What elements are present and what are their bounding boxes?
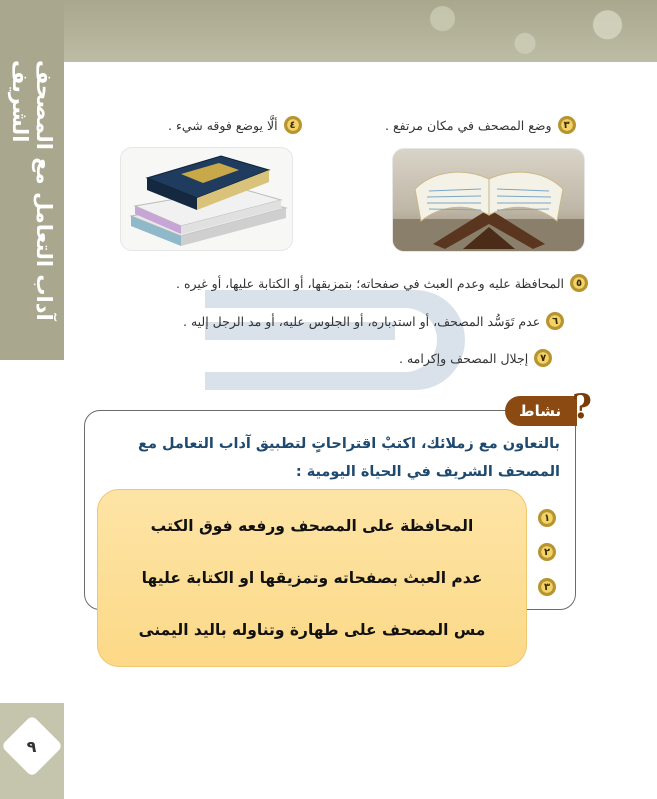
item-text: المحافظة عليه وعدم العبث في صفحاته؛ بتمزيقها، أو الكتابة عليها، أو غيره . <box>176 275 565 291</box>
header-band <box>0 0 657 62</box>
item-number-badge: ٦ <box>546 312 564 330</box>
quran-on-stand-image <box>392 148 585 252</box>
item-number-badge: ٥ <box>570 274 588 292</box>
answer-note <box>97 489 527 667</box>
answer-line: المحافظة على المصحف ورفعه فوق الكتب <box>150 517 474 535</box>
chapter-title-text: آداب التعامل مع المصحف الشريف <box>8 60 56 321</box>
item-text: وضع المصحف في مكان مرتفع . <box>385 117 552 133</box>
page-number: ٩ <box>27 736 37 756</box>
activity-label <box>505 396 577 426</box>
item-3 <box>385 116 576 134</box>
item-6 <box>183 312 564 330</box>
answer-line: عدم العبث بصفحاته وتمزيقها او الكتابة عليها <box>141 569 483 587</box>
item-number-badge: ٣ <box>558 116 576 134</box>
answer-line: مس المصحف على طهارة وتناوله باليد اليمنى <box>138 621 486 639</box>
activity-prompt: بالتعاون مع زملائك، اكتبْ اقتراحاتٍ لتطبيق آداب التعامل مع المصحف الشريف في الحياة اليومية : <box>138 436 560 480</box>
answer-number-badge: ٣ <box>538 578 556 596</box>
item-text: إجلال المصحف وإكرامه . <box>399 350 529 366</box>
item-number-badge: ٧ <box>534 349 552 367</box>
item-number-badge: ٤ <box>284 116 302 134</box>
item-text: ألَّا يوضع فوقه شيء . <box>168 117 278 133</box>
item-text: عدم تَوَسُّد المصحف، أو استدباره، أو الجلوس عليه، أو مد الرجل إليه . <box>183 313 541 329</box>
answer-number-badge: ٢ <box>538 543 556 561</box>
question-mark-icon: ? <box>572 387 592 427</box>
chapter-title <box>0 60 64 360</box>
watermark-logo <box>205 290 505 390</box>
header-pattern <box>327 0 657 62</box>
item-5 <box>176 274 588 292</box>
answer-number-badge: ١ <box>538 509 556 527</box>
activity-label-text: نشاط <box>519 402 562 420</box>
item-4 <box>168 116 302 134</box>
item-7 <box>399 349 552 367</box>
quran-on-books-image <box>120 147 293 251</box>
